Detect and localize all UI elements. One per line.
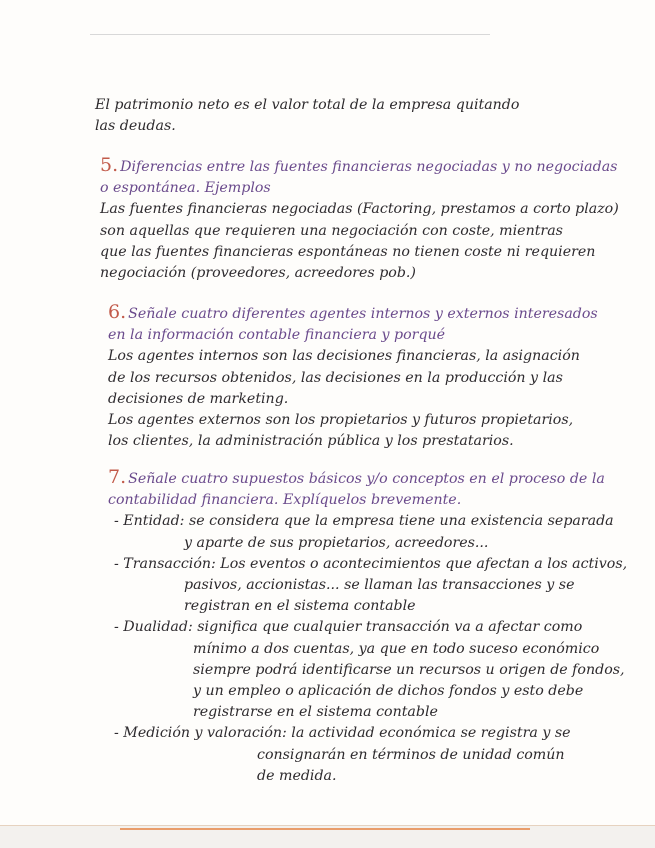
question-7-heading	[108, 467, 627, 490]
question-7	[108, 467, 627, 787]
bottom-orange-line	[120, 828, 530, 830]
concept-text: la actividad económica se registra y se	[291, 725, 571, 742]
concept-text: registran en el sistema contable	[184, 598, 416, 615]
concept-term: - Entidad:	[114, 513, 185, 530]
concept-item-transaccion	[114, 554, 627, 618]
question-number: 7.	[108, 466, 127, 488]
concept-line	[114, 617, 627, 638]
question-text: contabilidad financiera. Explíquelos brevemente.	[108, 492, 462, 509]
intro-line: El patrimonio neto es el valor total de la empresa quitando	[95, 97, 520, 113]
concept-term: - Transacción:	[114, 555, 216, 572]
concept-term: - Medición y valoración:	[114, 725, 287, 742]
concept-text: se considera que la empresa tiene una existencia separada	[188, 513, 614, 530]
question-text: Diferencias entre las fuentes financieras negociadas y no negociadas	[120, 159, 618, 175]
concept-text: y un empleo o aplicación de dichos fondos y esto debe	[193, 683, 584, 700]
concept-line	[114, 554, 627, 575]
intro-paragraph	[95, 95, 519, 137]
concept-text: siempre podrá identificarse un recursos u origen de fondos,	[193, 661, 625, 678]
concept-text: Los eventos o acontecimientos que afectan a los activos,	[220, 555, 628, 572]
question-5-heading	[100, 155, 619, 178]
concept-text: y aparte de sus propietarios, acreedores...	[184, 534, 489, 551]
top-rule	[90, 34, 490, 35]
concept-text: mínimo a dos cuentas, ya que en todo suceso económico	[193, 640, 600, 657]
concept-text: pasivos, accionistas... se llaman las transacciones y se	[184, 577, 575, 594]
answer-line: son aquellas que requieren una negociación con coste, mientras	[100, 222, 563, 239]
concept-text: consignarán en términos de unidad común	[257, 746, 565, 763]
concept-item-medicion	[114, 723, 627, 787]
concept-item-entidad	[114, 511, 627, 553]
answer-line: Las fuentes financieras negociadas (Factoring, prestamos a corto plazo)	[100, 201, 619, 218]
concept-item-dualidad	[114, 617, 627, 723]
concept-term: - Dualidad:	[114, 619, 193, 636]
question-text: Señale cuatro diferentes agentes internos y externos interesados	[128, 306, 598, 322]
concept-line	[114, 511, 627, 532]
question-6-heading	[108, 302, 598, 325]
concept-line	[114, 723, 627, 744]
answer-line: Los agentes externos son los propietarios y futuros propietarios,	[108, 412, 574, 429]
answer-line: que las fuentes financieras espontáneas no tienen coste ni requieren	[100, 243, 596, 260]
concept-text: significa que cualquier transacción va a afectar como	[197, 619, 583, 636]
question-number: 5.	[100, 154, 119, 176]
intro-line: las deudas.	[95, 118, 176, 135]
question-number: 6.	[108, 301, 127, 323]
question-text: en la información contable financiera y porqué	[108, 327, 446, 344]
question-6	[108, 302, 598, 452]
concept-text: de medida.	[257, 767, 337, 784]
concept-text: registrarse en el sistema contable	[193, 704, 438, 721]
question-text: Señale cuatro supuestos básicos y/o conceptos en el proceso de la	[128, 471, 605, 487]
answer-line: de los recursos obtenidos, las decisiones en la producción y las	[108, 369, 563, 386]
answer-line: Los agentes internos son las decisiones financieras, la asignación	[108, 348, 580, 365]
question-text: o espontánea. Ejemplos	[100, 180, 271, 197]
answer-line: negociación (proveedores, acreedores pob.)	[100, 265, 416, 282]
answer-line: los clientes, la administración pública y los prestatarios.	[108, 433, 514, 450]
answer-line: decisiones de marketing.	[108, 390, 289, 407]
question-5	[100, 155, 619, 284]
